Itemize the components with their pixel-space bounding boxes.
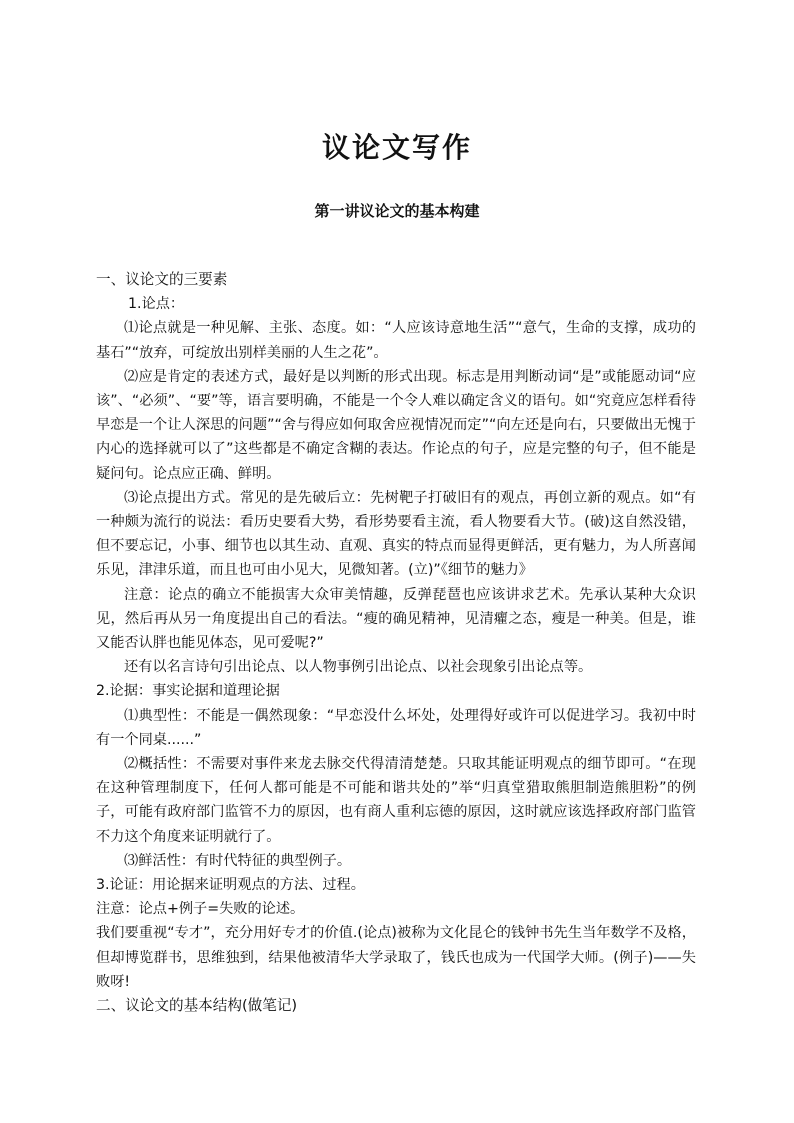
paragraph-thesis-note: 注意：论点的确立不能损害大众审美情趣，反弹琵琶也应该讲求艺术。先承认某种大众识见，然后再从另一角度提出自己的看法。“瘦的确见精神，见清癯之态，瘦是一种美。但是，谁又能否认胖也能见体态，见可爱呢?” [96, 586, 696, 652]
section-heading-elements: 一、议论文的三要素 [96, 271, 228, 288]
document-subtitle: 第一讲议论文的基本构建 [314, 202, 480, 220]
document-title: 议论文写作 [321, 131, 472, 164]
paragraph-thesis-form: ⑵应是肯定的表述方式，最好是以判断的形式出现。标志是用判断动词“是”或能愿动词“应该”、“必须”、“要”等，语言要明确，不能是一个令人难以确定含义的语句。如“究竟应怎样看待早恋是一个让人深思的问题”“舍与得应如何取舍应视情况而定”“向左还是向右，只要做出无愧于内心的选择就可以了”这些都是不确定含糊的表达。作论点的句子，应是完整的句子，但不能是疑问句。论点应正确、鲜明。 [96, 368, 696, 482]
subheading-thesis: 1.论点： [128, 296, 185, 313]
paragraph-evidence-typical: ⑴典型性：不能是一偶然现象：“早恋没什么坏处，处理得好或许可以促进学习。我初中时有一个同桌......” [96, 707, 696, 748]
paragraph-argument-note: 注意：论点+例子=失败的论述。 [96, 901, 305, 918]
subheading-argument: 3.论证：用论据来证明观点的方法、过程。 [96, 877, 365, 894]
paragraph-thesis-definition: ⑴论点就是一种见解、主张、态度。如：“人应该诗意地生活”“意气，生命的支撑，成功的基石”“放弃，可绽放出别样美丽的人生之花”。 [96, 320, 696, 361]
paragraph-evidence-fresh: ⑶鲜活性：有时代特征的典型例子。 [124, 852, 352, 869]
paragraph-evidence-general: ⑵概括性：不需要对事件来龙去脉交代得清清楚楚。只取其能证明观点的细节即可。“在现在这种管理制度下，任何人都可能是不可能和谐共处的”举“归真堂猎取熊胆制造熊胆粉”的例子，可能有政府部门监管不力的原因，也有商人重利忘德的原因，这时就应该选择政府部门监管不力这个角度来证明就行了。 [96, 756, 696, 845]
paragraph-argument-example: 我们要重视“专才”，充分用好专才的价值.(论点)被称为文化昆仑的钱钟书先生当年数学不及格，但却博览群书，思维独到，结果他被清华大学录取了，钱氏也成为一代国学大师。(例子)——失败呀! [96, 925, 696, 990]
paragraph-thesis-method: ⑶论点提出方式。常见的是先破后立：先树靶子打破旧有的观点，再创立新的观点。如“有一种颇为流行的说法：看历史要看大势，看形势要看主流，看人物要看大节。(破)这自然没错，但不要忘记，小事、细节也以其生动、直观、真实的特点而显得更鲜活，更有魅力，为人所喜闻乐见，津津乐道，而且也可由小见大，见微知著。(立)”《细节的魅力》 [96, 489, 696, 579]
document-body [96, 268, 696, 1018]
section-heading-structure: 二、议论文的基本结构(做笔记) [96, 997, 298, 1015]
paragraph-thesis-other: 还有以名言诗句引出论点、以人物事例引出论点、以社会现象引出论点等。 [124, 659, 593, 676]
subheading-evidence: 2.论据：事实论据和道理论据 [96, 683, 280, 700]
